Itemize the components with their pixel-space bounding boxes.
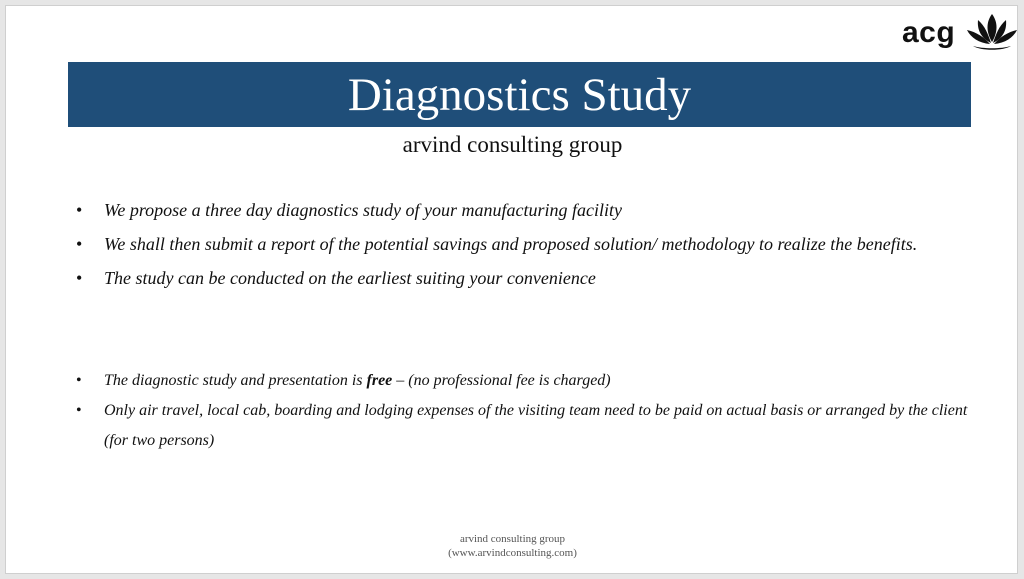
free-emphasis: free bbox=[366, 372, 393, 389]
company-logo bbox=[902, 10, 1022, 54]
bullet-text: Only air travel, local cab, boarding and lodging expenses of the visiting team need to be paid on actual basis or arranged by the client (for two persons) bbox=[104, 402, 968, 449]
bullet-text-part: The diagnostic study and presentation is bbox=[104, 372, 367, 389]
bullet-text: We propose a three day diagnostics study of your manufacturing facility bbox=[104, 200, 622, 220]
secondary-bullet-list bbox=[76, 366, 976, 456]
footer-website: (www.arvindconsulting.com) bbox=[448, 547, 577, 559]
main-bullet-list bbox=[76, 193, 976, 295]
bullet-text-part: – (no professional fee is charged) bbox=[392, 372, 611, 389]
list-item bbox=[76, 396, 976, 456]
bullet-text: The study can be conducted on the earliest suiting your convenience bbox=[104, 268, 596, 288]
lotus-icon bbox=[965, 12, 1019, 52]
slide bbox=[5, 5, 1018, 574]
slide-subtitle: arvind consulting group bbox=[402, 132, 623, 157]
list-item bbox=[76, 227, 976, 261]
list-item bbox=[76, 193, 976, 227]
footer-company: arvind consulting group bbox=[459, 533, 566, 545]
slide-title: Diagnostics Study bbox=[347, 68, 692, 121]
list-item bbox=[76, 261, 976, 295]
bullet-icon: • bbox=[76, 372, 82, 389]
bullet-icon: • bbox=[76, 234, 83, 254]
list-item bbox=[76, 366, 976, 396]
bullet-icon: • bbox=[76, 200, 83, 220]
bullet-text: We shall then submit a report of the potential savings and proposed solution/ methodology to realize the benefits. bbox=[104, 234, 918, 254]
slide-footer bbox=[6, 532, 1019, 560]
bullet-icon: • bbox=[76, 402, 82, 419]
title-bar bbox=[68, 62, 971, 127]
logo-text: acg bbox=[902, 16, 956, 49]
bullet-icon: • bbox=[76, 268, 83, 288]
